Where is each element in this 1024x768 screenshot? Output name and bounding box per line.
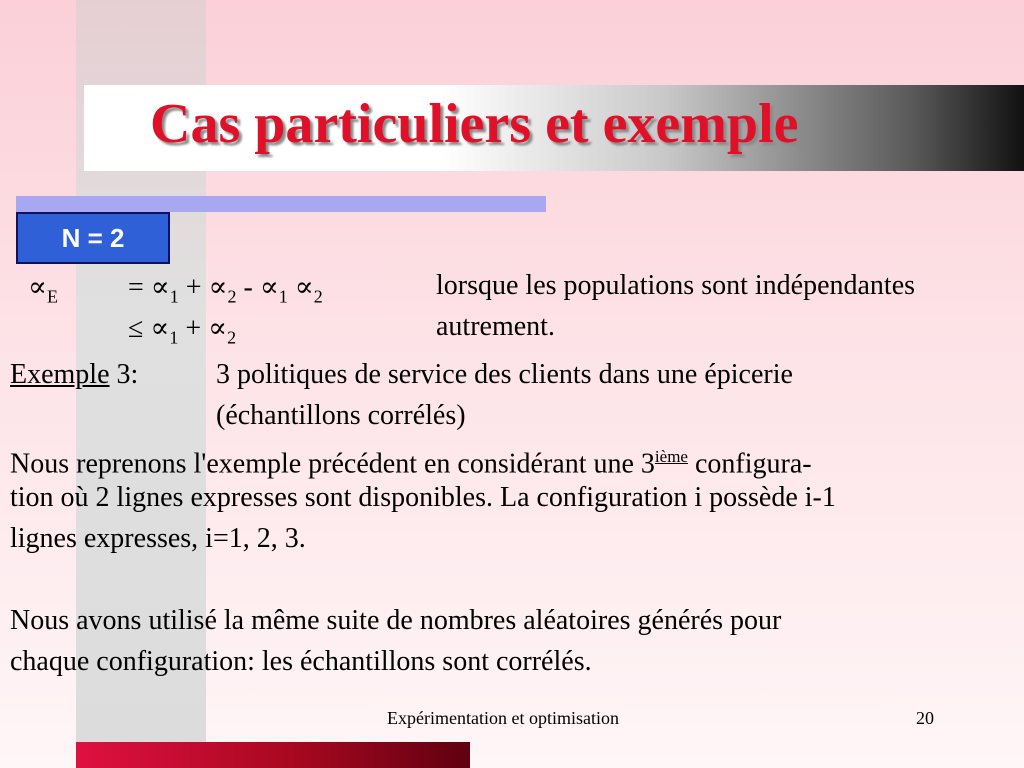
n-badge: N = 2 bbox=[16, 212, 170, 264]
example-heading bbox=[10, 354, 138, 395]
example-colon: : bbox=[130, 359, 139, 390]
footer-text: Expérimentation et optimisation bbox=[387, 708, 619, 728]
decorative-red-bar bbox=[76, 742, 470, 768]
ordinal-superscript: ième bbox=[654, 447, 688, 466]
formula-term: ≤ ∝ bbox=[128, 313, 170, 344]
paragraph-1-line-3: lignes expresses, i=1, 2, 3. bbox=[10, 523, 306, 554]
formula-term: + ∝ bbox=[178, 313, 228, 344]
formula-line-1-note: lorsque les populations sont indépendantes bbox=[436, 270, 916, 301]
formula-subscript: 2 bbox=[313, 286, 323, 307]
paragraph-2-line-2: chaque configuration: les échantillons sont corrélés. bbox=[10, 646, 592, 677]
formula-subscript: 1 bbox=[169, 327, 179, 348]
paragraph-2-line-1: Nous avons utilisé la même suite de nombres aléatoires générés pour bbox=[10, 605, 782, 636]
formula-subscript: 2 bbox=[227, 286, 237, 307]
example-label: Exemple bbox=[10, 359, 110, 390]
formula-alpha-e bbox=[28, 270, 58, 308]
paragraph-text: Nous reprenons l'exemple précédent en considérant une 3 bbox=[10, 448, 655, 480]
alpha-e-subscript: E bbox=[46, 286, 58, 307]
formula-subscript: 1 bbox=[169, 286, 179, 307]
formula-subscript: 2 bbox=[227, 327, 237, 348]
paragraph-1-line-2: tion où 2 lignes expresses sont disponibles. La configuration i possède i-1 bbox=[10, 482, 836, 513]
example-description-line-2: (échantillons corrélés) bbox=[216, 400, 466, 431]
slide-title: Cas particuliers et exemple bbox=[150, 93, 799, 155]
paragraph-text: configura- bbox=[687, 448, 812, 480]
formula-line-2-note: autrement. bbox=[436, 311, 555, 342]
example-description-line-1: 3 politiques de service des clients dans une épicerie bbox=[216, 359, 793, 390]
formula-term: = ∝ bbox=[128, 272, 170, 303]
formula-line-2 bbox=[128, 311, 236, 349]
decorative-blue-line bbox=[16, 196, 546, 212]
formula-term: + ∝ bbox=[178, 272, 228, 303]
page-number: 20 bbox=[916, 708, 934, 728]
formula-subscript: 1 bbox=[278, 286, 288, 307]
alpha-symbol: ∝ bbox=[28, 272, 47, 303]
formula-line-1 bbox=[128, 270, 323, 308]
formula-term: - ∝ bbox=[236, 272, 279, 303]
formula-term: ∝ bbox=[287, 272, 314, 303]
example-number: 3 bbox=[109, 359, 131, 390]
